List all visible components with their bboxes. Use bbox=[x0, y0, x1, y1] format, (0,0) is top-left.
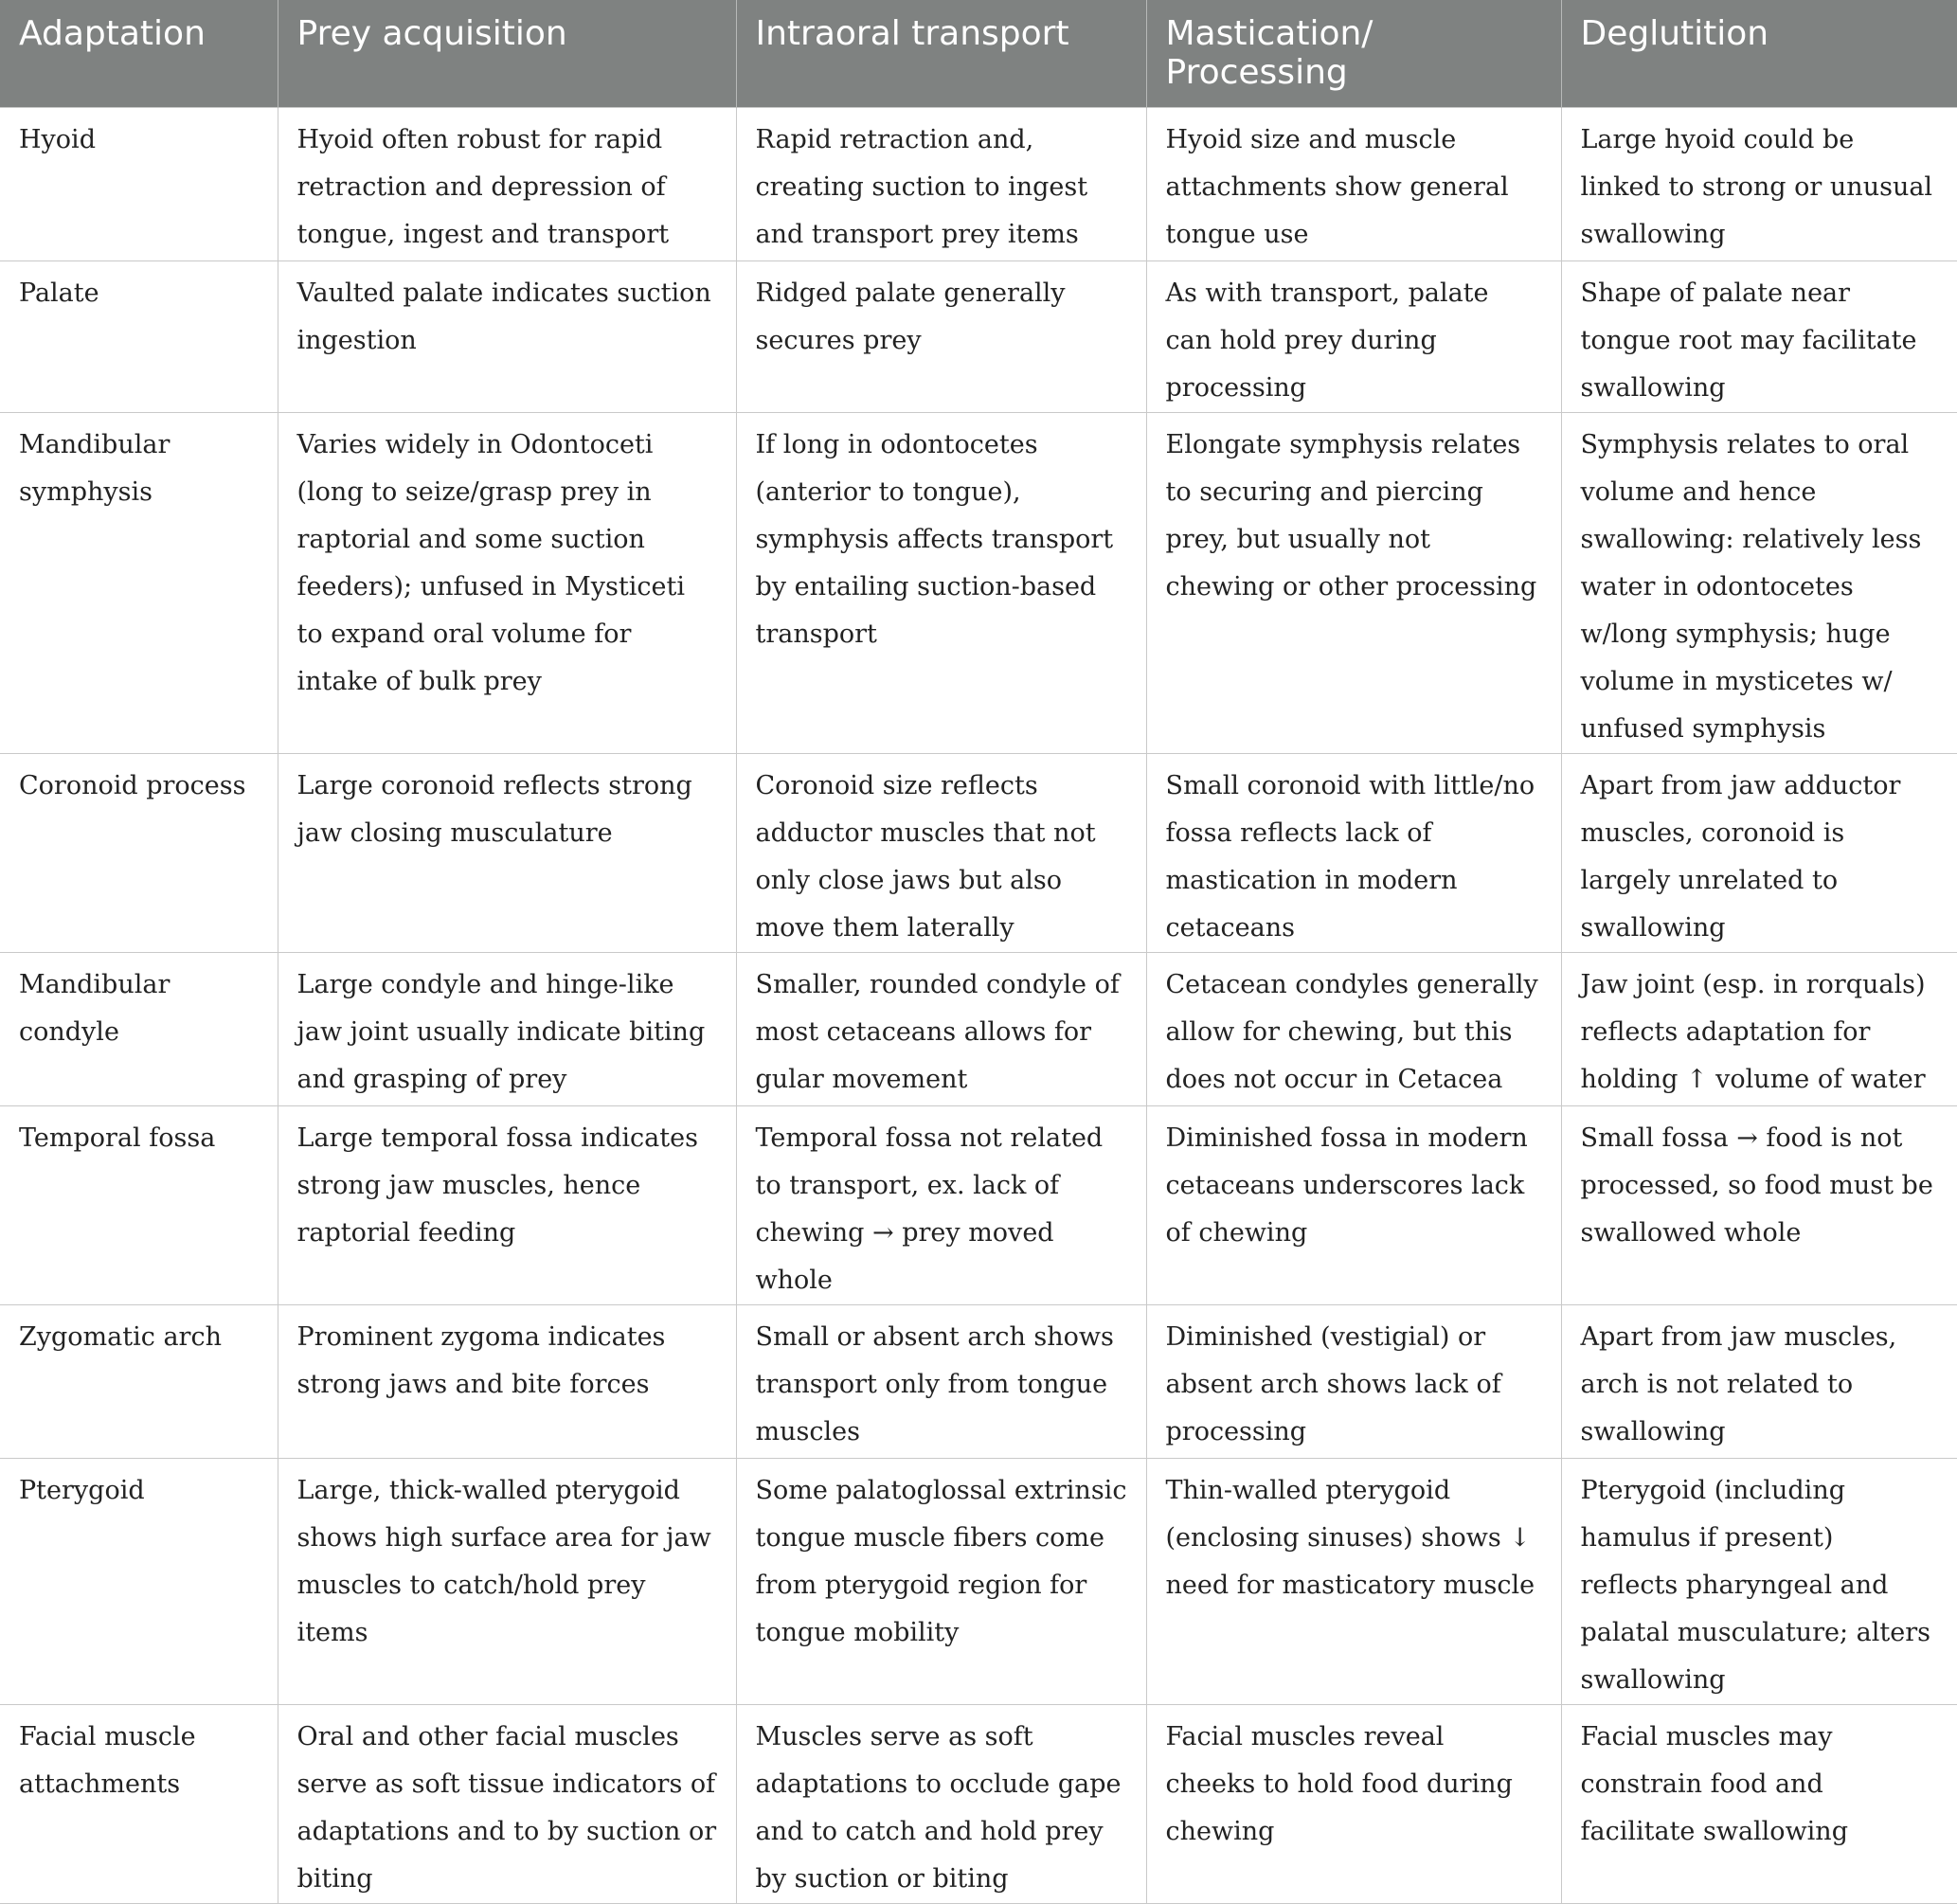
cell-prey-acquisition: Vaulted palate indicates suction ingestion bbox=[278, 260, 736, 412]
cell-deglutition: Small fossa → food is not processed, so food must be swallowed whole bbox=[1561, 1105, 1957, 1304]
cell-mastication: As with transport, palate can hold prey during processing bbox=[1146, 260, 1561, 412]
table-row bbox=[0, 1704, 1957, 1903]
table-row bbox=[0, 260, 1957, 412]
table-body bbox=[0, 107, 1957, 1903]
cell-deglutition: Apart from jaw muscles, arch is not related to swallowing bbox=[1561, 1304, 1957, 1458]
header-adaptation: Adaptation bbox=[0, 0, 278, 107]
cell-mastication: Cetacean condyles generally allow for chewing, but this does not occur in Cetacea bbox=[1146, 952, 1561, 1105]
header-mastication-line: Mastication/ Processing bbox=[1165, 14, 1373, 92]
cell-deglutition: Symphysis relates to oral volume and hence swallowing: relatively less water in odontocetes w/long symphysis; huge volume in mysticetes w/ unfused symphysis bbox=[1561, 412, 1957, 753]
cell-deglutition: Large hyoid could be linked to strong or unusual swallowing bbox=[1561, 107, 1957, 260]
cell-deglutition: Apart from jaw adductor muscles, coronoid is largely unrelated to swallowing bbox=[1561, 753, 1957, 952]
header-prey-acquisition: Prey acquisition bbox=[278, 0, 736, 107]
cell-mastication: Hyoid size and muscle attachments show general tongue use bbox=[1146, 107, 1561, 260]
cell-prey-acquisition: Varies widely in Odontoceti (long to seize/grasp prey in raptorial and some suction feeders); unfused in Mysticeti to expand oral volume for intake of bulk prey bbox=[278, 412, 736, 753]
cell-intraoral-transport: Small or absent arch shows transport only from tongue muscles bbox=[736, 1304, 1146, 1458]
cell-mastication: Diminished fossa in modern cetaceans underscores lack of chewing bbox=[1146, 1105, 1561, 1304]
cell-deglutition: Facial muscles may constrain food and facilitate swallowing bbox=[1561, 1704, 1957, 1903]
cell-intraoral-transport: If long in odontocetes (anterior to tongue), symphysis affects transport by entailing suction-based transport bbox=[736, 412, 1146, 753]
cell-mastication: Small coronoid with little/no fossa reflects lack of mastication in modern cetaceans bbox=[1146, 753, 1561, 952]
table-row bbox=[0, 1458, 1957, 1704]
cell-deglutition: Pterygoid (including hamulus if present) reflects pharyngeal and palatal musculature; alters swallowing bbox=[1561, 1458, 1957, 1704]
cell-adaptation: Facial muscle attachments bbox=[0, 1704, 278, 1903]
cell-prey-acquisition: Large temporal fossa indicates strong jaw muscles, hence raptorial feeding bbox=[278, 1105, 736, 1304]
header-row bbox=[0, 0, 1957, 107]
header-mastication-processing bbox=[1146, 0, 1561, 107]
cell-adaptation: Pterygoid bbox=[0, 1458, 278, 1704]
cell-adaptation: Coronoid process bbox=[0, 753, 278, 952]
cell-prey-acquisition: Large coronoid reflects strong jaw closing musculature bbox=[278, 753, 736, 952]
cell-intraoral-transport: Ridged palate generally secures prey bbox=[736, 260, 1146, 412]
table-row bbox=[0, 1105, 1957, 1304]
table-row bbox=[0, 952, 1957, 1105]
cell-adaptation: Mandibular symphysis bbox=[0, 412, 278, 753]
table-row bbox=[0, 107, 1957, 260]
cell-prey-acquisition: Large condyle and hinge-like jaw joint usually indicate biting and grasping of prey bbox=[278, 952, 736, 1105]
cell-intraoral-transport: Rapid retraction and, creating suction to ingest and transport prey items bbox=[736, 107, 1146, 260]
cell-adaptation: Zygomatic arch bbox=[0, 1304, 278, 1458]
cell-intraoral-transport: Muscles serve as soft adaptations to occlude gape and to catch and hold prey by suction or biting bbox=[736, 1704, 1146, 1903]
cell-intraoral-transport: Coronoid size reflects adductor muscles that not only close jaws but also move them laterally bbox=[736, 753, 1146, 952]
cell-mastication: Elongate symphysis relates to securing and piercing prey, but usually not chewing or other processing bbox=[1146, 412, 1561, 753]
cell-adaptation: Temporal fossa bbox=[0, 1105, 278, 1304]
cell-prey-acquisition: Hyoid often robust for rapid retraction and depression of tongue, ingest and transport bbox=[278, 107, 736, 260]
cell-adaptation: Hyoid bbox=[0, 107, 278, 260]
table-row bbox=[0, 1304, 1957, 1458]
cell-deglutition: Shape of palate near tongue root may facilitate swallowing bbox=[1561, 260, 1957, 412]
cell-adaptation: Palate bbox=[0, 260, 278, 412]
cell-mastication: Facial muscles reveal cheeks to hold food during chewing bbox=[1146, 1704, 1561, 1903]
cell-intraoral-transport: Some palatoglossal extrinsic tongue muscle fibers come from pterygoid region for tongue mobility bbox=[736, 1458, 1146, 1704]
cell-intraoral-transport: Smaller, rounded condyle of most cetaceans allows for gular movement bbox=[736, 952, 1146, 1105]
table-row bbox=[0, 753, 1957, 952]
cell-deglutition: Jaw joint (esp. in rorquals) reflects adaptation for holding ↑ volume of water bbox=[1561, 952, 1957, 1105]
cell-intraoral-transport: Temporal fossa not related to transport, ex. lack of chewing → prey moved whole bbox=[736, 1105, 1146, 1304]
cell-prey-acquisition: Prominent zygoma indicates strong jaws and bite forces bbox=[278, 1304, 736, 1458]
table-row bbox=[0, 412, 1957, 753]
cell-prey-acquisition: Oral and other facial muscles serve as soft tissue indicators of adaptations and to by suction or biting bbox=[278, 1704, 736, 1903]
header-deglutition: Deglutition bbox=[1561, 0, 1957, 107]
table-header bbox=[0, 0, 1957, 107]
cell-prey-acquisition: Large, thick-walled pterygoid shows high surface area for jaw muscles to catch/hold prey items bbox=[278, 1458, 736, 1704]
header-intraoral-transport: Intraoral transport bbox=[736, 0, 1146, 107]
cell-mastication: Thin-walled pterygoid (enclosing sinuses) shows ↓ need for masticatory muscle bbox=[1146, 1458, 1561, 1704]
cell-mastication: Diminished (vestigial) or absent arch shows lack of processing bbox=[1146, 1304, 1561, 1458]
cell-adaptation: Mandibular condyle bbox=[0, 952, 278, 1105]
